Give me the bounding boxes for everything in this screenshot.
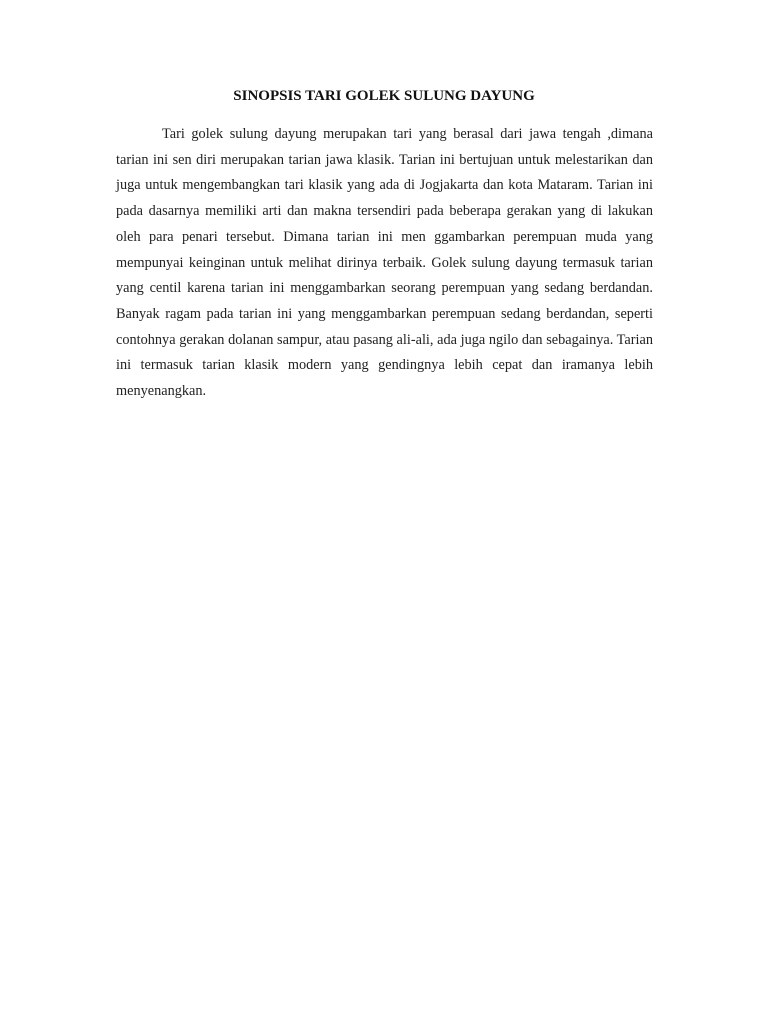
document-title: SINOPSIS TARI GOLEK SULUNG DAYUNG — [233, 88, 535, 104]
body-paragraph: Tari golek sulung dayung merupakan tari yang berasal dari jawa tengah ,dimana tarian ini sen diri merupakan tarian jawa klasik. Tarian ini bertujuan untuk melestarikan dan juga untuk mengembangkan tari klasik yang ada di Jogjakarta dan kota Mataram. Tarian ini pada dasarnya memiliki arti dan makna tersendiri pada beberapa gerakan yang di lakukan oleh para penari tersebut. Dimana tarian ini men ggambarkan perempuan muda yang mempunyai keinginan untuk melihat dirinya terbaik. Golek sulung dayung termasuk tarian yang centil karena tarian ini menggambarkan seorang perempuan yang sedang berdandan. Banyak ragam pada tarian ini yang menggambarkan perempuan sedang berdandan, seperti contohnya gerakan dolanan sampur, atau pasang ali-ali, ada juga ngilo dan sebagainya. Tarian ini termasuk tarian klasik modern yang gendingnya lebih cepat dan iramanya lebih menyenangkan. — [116, 126, 653, 400]
